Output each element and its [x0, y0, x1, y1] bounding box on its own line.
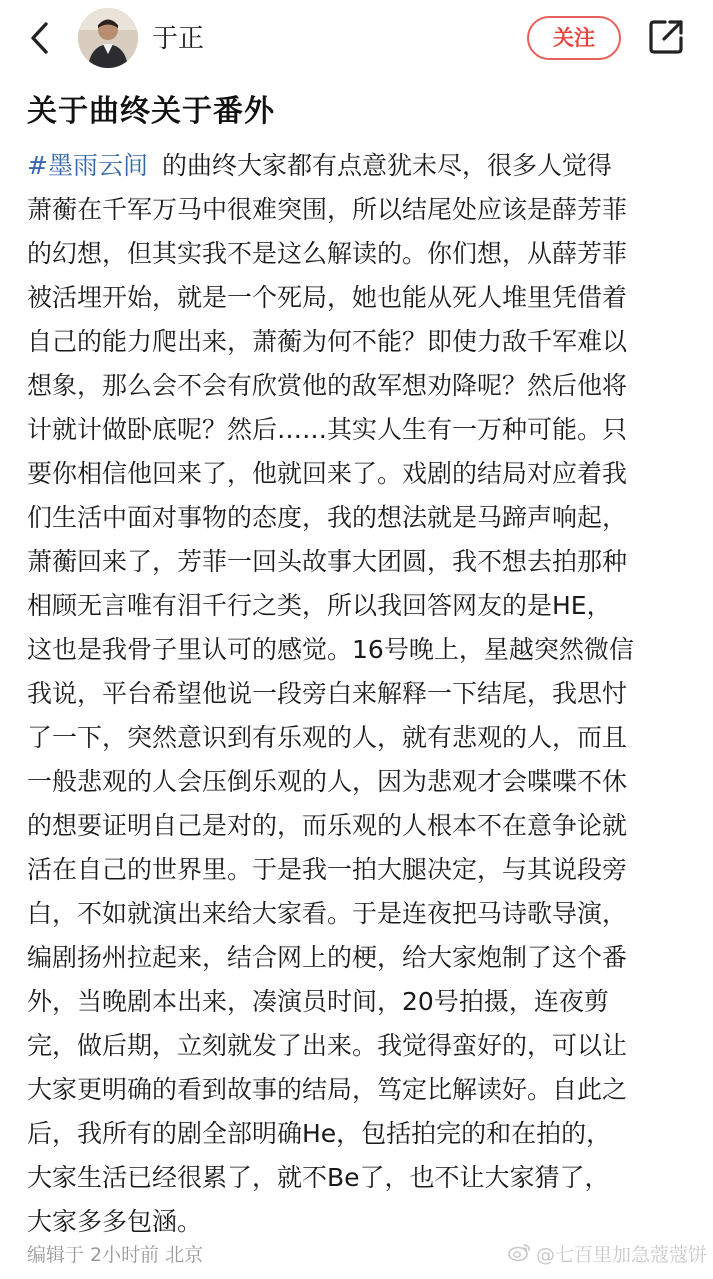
body-line: 外，当晚剧本出来，凑演员时间，20号拍摄，连夜剪 [27, 987, 609, 1016]
body-line: 白，不如就演出来给大家看。于是连夜把马诗歌导演， [27, 899, 628, 928]
body-line: 后，我所有的剧全部明确He，包括拍完的和在拍的， [27, 1119, 612, 1148]
share-external-icon [645, 16, 687, 58]
username[interactable]: 于正 [152, 24, 205, 54]
body-line: 被活埋开始，就是一个死局，她也能从死人堆里凭借着 [27, 283, 628, 312]
body-line-text: 的曲终大家都有点意犹未尽，很多人觉得 [161, 151, 612, 180]
body-line: 这也是我骨子里认可的感觉。16号晚上，星越突然微信 [27, 635, 634, 664]
body-line: 编剧扬州拉起来，结合网上的梗，给大家炮制了这个番 [27, 943, 628, 972]
post-title: 关于曲终关于番外 [27, 94, 275, 129]
body-line: 萧蘅在千军万马中很难突围，所以结尾处应该是薛芳菲 [27, 195, 628, 224]
body-line: 一般悲观的人会压倒乐观的人，因为悲观才会喋喋不休 [27, 767, 628, 796]
share-button[interactable] [645, 16, 687, 58]
body-line: 完，做后期，立刻就发了出来。我觉得蛮好的，可以让 [27, 1031, 628, 1060]
body-line: 萧蘅回来了，芳菲一回头故事大团圆，我不想去拍那种 [27, 547, 628, 576]
body-line: 相顾无言唯有泪千行之类，所以我回答网友的是HE， [27, 591, 612, 620]
body-line: 的想要证明自己是对的，而乐观的人根本不在意争论就 [27, 811, 628, 840]
person-silhouette-icon [78, 8, 138, 68]
hashtag-link[interactable]: #墨雨云间 [27, 151, 148, 180]
body-line: 大家生活已经很累了，就不Be了，也不让大家猜了， [27, 1163, 610, 1192]
body-line: 了一下，突然意识到有乐观的人，就有悲观的人，而且 [27, 723, 628, 752]
top-bar [0, 0, 713, 78]
chevron-left-icon [22, 18, 62, 58]
body-line: 的幻想，但其实我不是这么解读的。你们想，从薛芳菲 [27, 239, 628, 268]
body-line [27, 144, 689, 188]
body-line: 自己的能力爬出来，萧蘅为何不能？即使力敌千军难以 [27, 327, 628, 356]
body-line: 计就计做卧底呢？然后……其实人生有一万种可能。只 [27, 415, 628, 444]
body-line: 们生活中面对事物的态度，我的想法就是马蹄声响起， [27, 503, 628, 532]
body-line: 活在自己的世界里。于是我一拍大腿决定，与其说段旁 [27, 855, 628, 884]
body-line: 大家更明确的看到故事的结局，笃定比解读好。自此之 [27, 1075, 628, 1104]
back-button[interactable] [22, 18, 62, 58]
weibo-logo-icon [508, 1242, 532, 1269]
body-line: 大家多多包涵。 [27, 1207, 203, 1236]
body-line: 要你相信他回来了，他就回来了。戏剧的结局对应着我 [27, 459, 628, 488]
edit-meta: 编辑于 2小时前 北京 [27, 1244, 204, 1266]
follow-button[interactable]: 关注 [527, 16, 621, 60]
avatar[interactable] [78, 8, 138, 68]
post-body [27, 144, 689, 1244]
body-line: 我说，平台希望他说一段旁白来解释一下结尾，我思忖 [27, 679, 628, 708]
watermark-text: @七百里加急蔻蔻饼 [536, 1244, 708, 1266]
watermark [508, 1242, 707, 1269]
body-line: 想象，那么会不会有欣赏他的敌军想劝降呢？然后他将 [27, 371, 628, 400]
